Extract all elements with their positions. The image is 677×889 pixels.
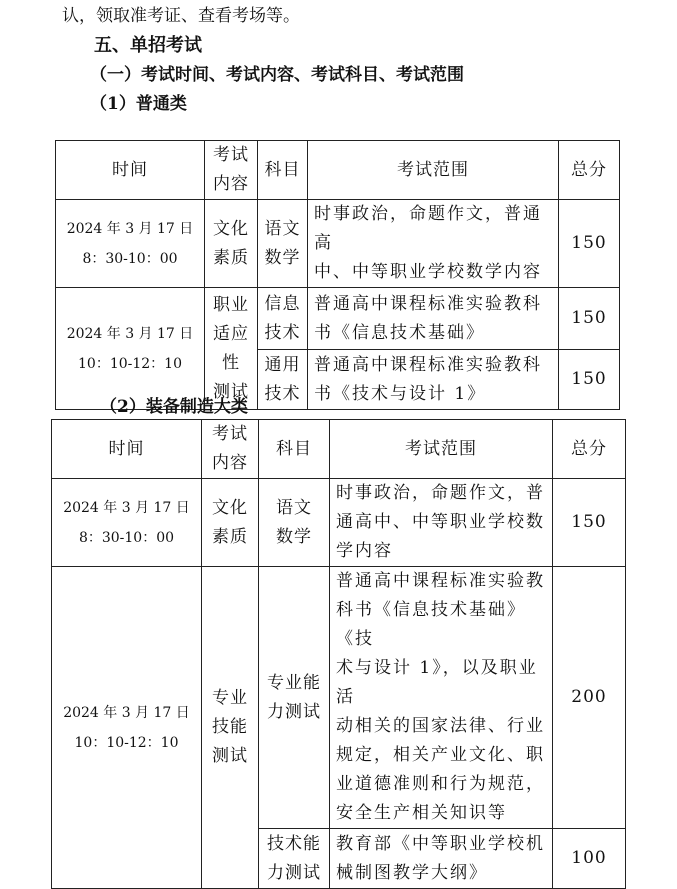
content-line: 文化 [212, 497, 248, 518]
exam-table-equipment [51, 419, 626, 889]
subject-line: 力测试 [267, 701, 321, 722]
content-line: 适应 [213, 323, 249, 344]
total-cell: 150 [559, 200, 620, 288]
subject-cell [258, 350, 308, 410]
intro-line: 认，领取准考证、查看考场等。 [62, 6, 300, 26]
subject-cell [258, 200, 308, 288]
content-cell [205, 288, 258, 410]
range-line: 安全生产相关知识等 [336, 803, 507, 823]
header-range: 考试范围 [308, 141, 559, 200]
content-line: 素质 [212, 526, 248, 547]
range-line: 普通高中课程标准实验教科 [314, 293, 542, 314]
subject-line: 技术 [264, 383, 301, 404]
range-line: 通高中、中等职业学校数 [336, 512, 545, 532]
range-line: 普通高中课程标准实验教 [336, 571, 545, 591]
total-cell: 150 [559, 288, 620, 350]
range-line: 中、中等职业学校数学内容 [314, 262, 542, 282]
header-range: 考试范围 [330, 420, 553, 479]
total-cell: 150 [559, 350, 620, 410]
exam-date: 2024 年 3 月 17 日 [63, 499, 190, 516]
content-line: 专业 [212, 688, 248, 708]
range-line: 规定，相关产业文化、职 [336, 745, 545, 765]
category-1-title: （1）普通类 [90, 94, 187, 114]
content-cell [205, 200, 258, 288]
exam-time: 8：30-10：00 [82, 250, 178, 267]
range-line: 业道德准则和行为规范， [336, 774, 545, 794]
subject-line: 技术 [264, 322, 301, 343]
range-line: 术与设计 1》，以及职业活 [336, 658, 538, 707]
exam-date-cell [56, 200, 205, 288]
exam-date: 2024 年 3 月 17 日 [66, 325, 194, 342]
subject-line: 数学 [276, 526, 312, 547]
subject-cell [258, 288, 308, 350]
total-cell: 150 [553, 479, 626, 567]
exam-time: 8：30-10：00 [78, 529, 175, 546]
header-subject: 科目 [258, 141, 308, 200]
range-line: 书《技术与设计 1》 [314, 383, 487, 404]
category-2-title: （2）装备制造大类 [100, 397, 248, 417]
header-total: 总分 [553, 420, 626, 479]
subject-line: 力测试 [267, 862, 321, 883]
range-cell [308, 200, 559, 288]
subject-cell [259, 479, 330, 567]
subsection-title: （一）考试时间、考试内容、考试科目、考试范围 [90, 65, 464, 85]
exam-time: 10：10-12：10 [78, 355, 182, 372]
header-content-line: 内容 [212, 453, 248, 473]
total-cell: 200 [553, 567, 626, 829]
range-cell [308, 288, 559, 350]
exam-date-cell [52, 479, 202, 567]
range-line: 学内容 [336, 541, 393, 561]
range-line: 械制图教学大纲》 [336, 862, 488, 883]
exam-date: 2024 年 3 月 17 日 [63, 704, 190, 721]
content-cell [202, 567, 259, 889]
subject-line: 语文 [276, 497, 312, 518]
header-subject: 科目 [259, 420, 330, 479]
header-content [205, 141, 258, 200]
subject-line: 技术能 [267, 833, 321, 854]
header-content-line: 考试 [212, 424, 248, 444]
range-cell [308, 350, 559, 410]
subject-cell [259, 567, 330, 829]
content-line: 文化 [213, 218, 249, 239]
subject-line: 数学 [264, 247, 301, 268]
exam-table-general [55, 140, 620, 410]
range-line: 普通高中课程标准实验教科 [314, 354, 542, 375]
range-line: 教育部《中等职业学校机 [336, 833, 545, 854]
total-cell: 100 [553, 829, 626, 889]
range-line: 科书《信息技术基础》《技 [336, 600, 526, 649]
content-line: 素质 [213, 247, 249, 268]
header-content-line: 内容 [213, 174, 249, 194]
content-line: 测试 [212, 746, 248, 766]
content-cell [202, 479, 259, 567]
exam-date: 2024 年 3 月 17 日 [66, 220, 194, 237]
subject-line: 语文 [264, 218, 301, 239]
header-content-line: 考试 [213, 145, 249, 165]
range-line: 时事政治，命题作文，普通高 [314, 204, 542, 253]
header-time: 时间 [52, 420, 202, 479]
content-line: 技能 [212, 717, 248, 737]
header-total: 总分 [559, 141, 620, 200]
range-line: 书《信息技术基础》 [314, 322, 485, 343]
header-time: 时间 [56, 141, 205, 200]
content-line: 测试 [213, 381, 249, 402]
range-cell [330, 479, 553, 567]
subject-line: 专业能 [267, 672, 321, 693]
section-title: 五、单招考试 [94, 35, 202, 56]
exam-date-cell [52, 567, 202, 889]
range-line: 动相关的国家法律、行业 [336, 716, 545, 736]
content-line: 职业 [213, 294, 249, 315]
range-cell [330, 567, 553, 829]
subject-line: 信息 [264, 293, 301, 314]
header-content [202, 420, 259, 479]
range-line: 时事政治，命题作文，普 [336, 483, 545, 503]
exam-date-cell [56, 288, 205, 410]
exam-time: 10：10-12：10 [74, 734, 179, 751]
subject-line: 通用 [264, 354, 301, 375]
content-line: 性 [222, 352, 240, 373]
